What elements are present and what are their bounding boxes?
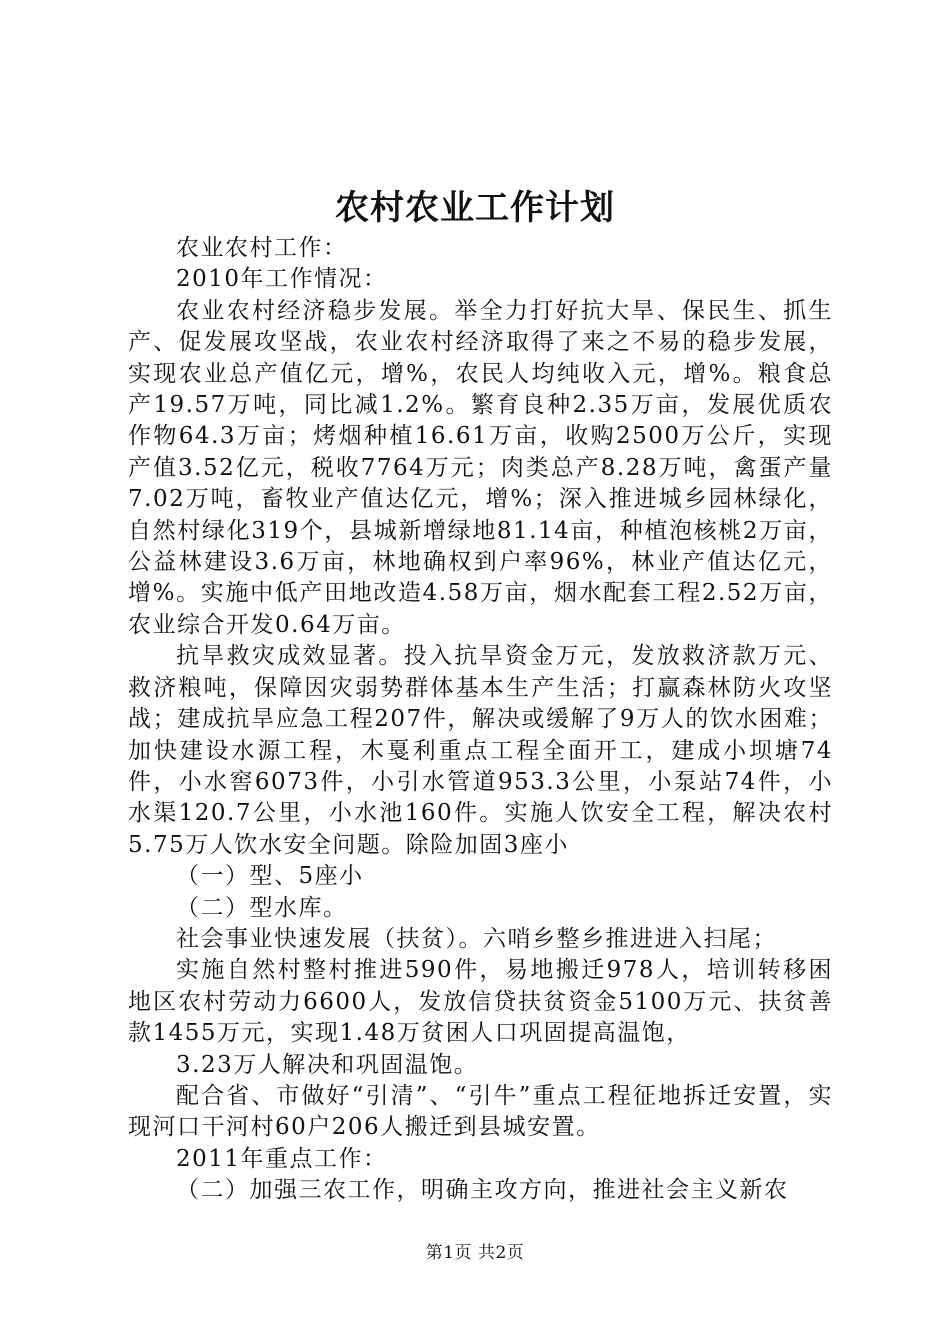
document-title: 农村农业工作计划 xyxy=(335,188,615,228)
paragraph-economy: 农业农村经济稳步发展。举全力打好抗大旱、保民生、抓生产、促发展攻坚战，农业农村经济取得了来之不易的稳步发展，实现农业总产值亿元，增%，农民人均纯收入元，增%。粮食总产19.57万吨，同比减1.2%。繁育良种2.35万亩，发展优质农作物64.3万亩；烤烟种植16.61万亩，收购2500万公斤，实现产值3.52亿元，税收7764万元；肉类总产8.28万吨，禽蛋产量7.02万吨，畜牧业产值达亿元，增%；深入推进城乡园林绿化，自然村绿化319个，县城新增绿地81.14亩，种植泡核桃2万亩，公益林建设3.6万亩，林地确权到户率96%，林业产值达亿元，增%。实施中低产田地改造4.58万亩，烟水配套工程2.52万亩，农业综合开发0.64万亩。 xyxy=(128,297,833,638)
page-footer: 第1页 共2页 xyxy=(425,1243,525,1263)
paragraph-village-promotion: 实施自然村整村推进590件，易地搬迁978人，培训转移困地区农村劳动力6600人，发放信贷扶贫资金5100万元、扶贫善款1455万元，实现1.48万贫困人口巩固提高温饱， xyxy=(128,957,833,1047)
paragraph-heading-2010: 2010年工作情况： xyxy=(176,266,388,293)
paragraph-rural-work: （二）加强三农工作，明确主攻方向，推进社会主义新农 xyxy=(176,1177,789,1204)
paragraph-social-development: 社会事业快速发展（扶贫）。六哨乡整乡推进进入扫尾； xyxy=(176,925,777,952)
paragraph-heading-agriculture: 农业农村工作： xyxy=(176,235,348,261)
paragraph-food-security: 3.23万人解决和巩固温饱。 xyxy=(176,1051,479,1078)
paragraph-relocation: 配合省、市做好“引清”、“引牛”重点工程征地拆迁安置，实现河口干河村60户206人搬迁到县城安置。 xyxy=(128,1082,833,1141)
paragraph-item-one: （一）型、5座小 xyxy=(176,863,364,890)
paragraph-drought-relief: 抗旱救灾成效显著。投入抗旱资金万元，发放救济款万元、救济粮吨，保障因灾弱势群体基本生产生活；打赢森林防火攻坚战；建成抗旱应急工程207件，解决或缓解了9万人的饮水困难；加快建设水源工程，木戛利重点工程全面开工，建成小坝塘74件，小水窖6073件，小引水管道953.3公里，小泵站74件，小水渠120.7公里，小水池160件。实施人饮安全工程，解决农村5.75万人饮水安全问题。除险加固3座小 xyxy=(128,643,833,858)
paragraph-item-two: （二）型水库。 xyxy=(176,894,348,921)
paragraph-heading-2011: 2011年重点工作： xyxy=(176,1145,388,1172)
document-body xyxy=(128,233,833,1207)
